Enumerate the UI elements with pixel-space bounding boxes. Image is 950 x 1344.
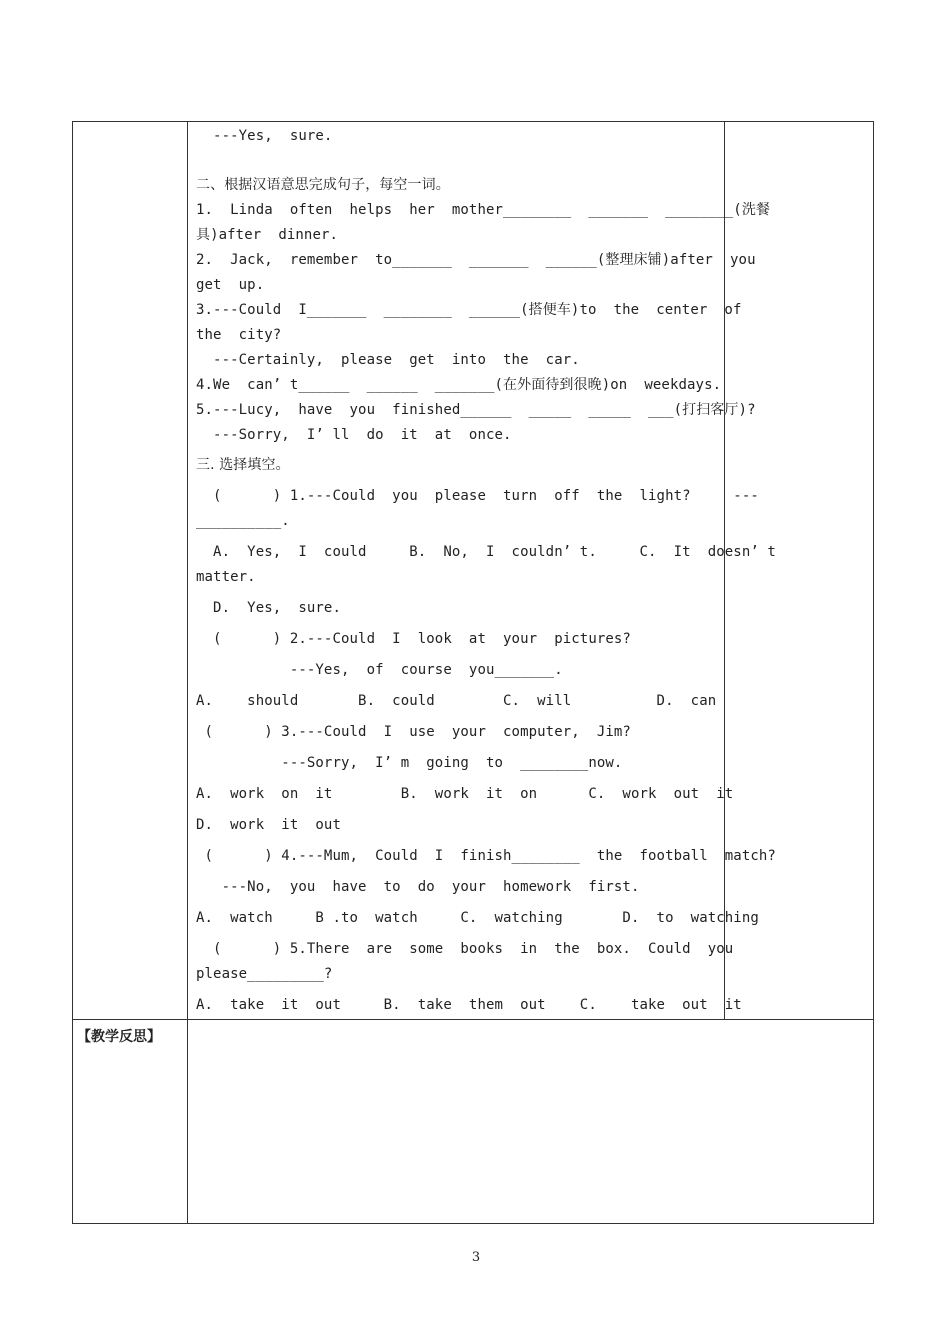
row-divider [72, 1019, 874, 1020]
text-line: 2. Jack, remember to_______ _______ ______(整理床铺)after you [196, 252, 756, 268]
text-line: please_________? [196, 966, 333, 982]
option-line: D. work it out [196, 817, 341, 833]
column-divider-left [187, 121, 188, 1224]
page-number: 3 [471, 1250, 481, 1265]
text-line: ---Yes, of course you_______. [196, 662, 563, 678]
text-line: 具)after dinner. [196, 227, 339, 243]
table-right-border [873, 121, 874, 1224]
question-line: ( ) 2.---Could I look at your pictures? [196, 631, 631, 647]
section-heading: 三. 选择填空。 [196, 457, 290, 473]
option-line: A. watch B .to watch C. watching D. to watching [196, 910, 759, 926]
text-line: the city? [196, 327, 282, 343]
text-line: get up. [196, 277, 265, 293]
option-line: A. take it out B. take them out C. take out it [196, 997, 742, 1013]
text-line: ---Certainly, please get into the car. [196, 352, 580, 368]
text-line: 3.---Could I_______ ________ ______(搭便车)to the center of [196, 302, 742, 318]
text-line: ---Sorry, I’ m going to ________now. [196, 755, 623, 771]
option-line: A. Yes, I could B. No, I couldn’ t. C. It doesn’ t [196, 544, 776, 560]
text-line: 1. Linda often helps her mother________ _______ ________(洗餐 [196, 202, 771, 218]
text-line: 5.---Lucy, have you finished______ _____ _____ ___(打扫客厅)? [196, 402, 756, 418]
text-line: ---Sorry, I’ ll do it at once. [196, 427, 512, 443]
question-line: ( ) 5.There are some books in the box. Could you [196, 941, 734, 957]
teaching-reflection-label: 【教学反思】 [77, 1029, 161, 1045]
option-line: A. work on it B. work it on C. work out it [196, 786, 734, 802]
question-line: ( ) 1.---Could you please turn off the light? --- [196, 488, 759, 504]
text-line: __________. [196, 513, 290, 529]
table-top-border [72, 121, 874, 122]
option-line: D. Yes, sure. [196, 600, 341, 616]
option-line: A. should B. could C. will D. can [196, 693, 717, 709]
text-line: ---No, you have to do your homework first. [196, 879, 640, 895]
text-line: 4.We can’ t______ ______ _______(在外面待到很晚)on weekdays. [196, 377, 722, 393]
question-line: ( ) 3.---Could I use your computer, Jim? [196, 724, 631, 740]
text-line: matter. [196, 569, 256, 585]
text-line: ---Yes, sure. [196, 128, 333, 144]
section-heading: 二、根据汉语意思完成句子，每空一词。 [196, 177, 450, 193]
table-bottom-border [72, 1223, 874, 1224]
question-line: ( ) 4.---Mum, Could I finish________ the football match? [196, 848, 776, 864]
table-left-border [72, 121, 73, 1224]
